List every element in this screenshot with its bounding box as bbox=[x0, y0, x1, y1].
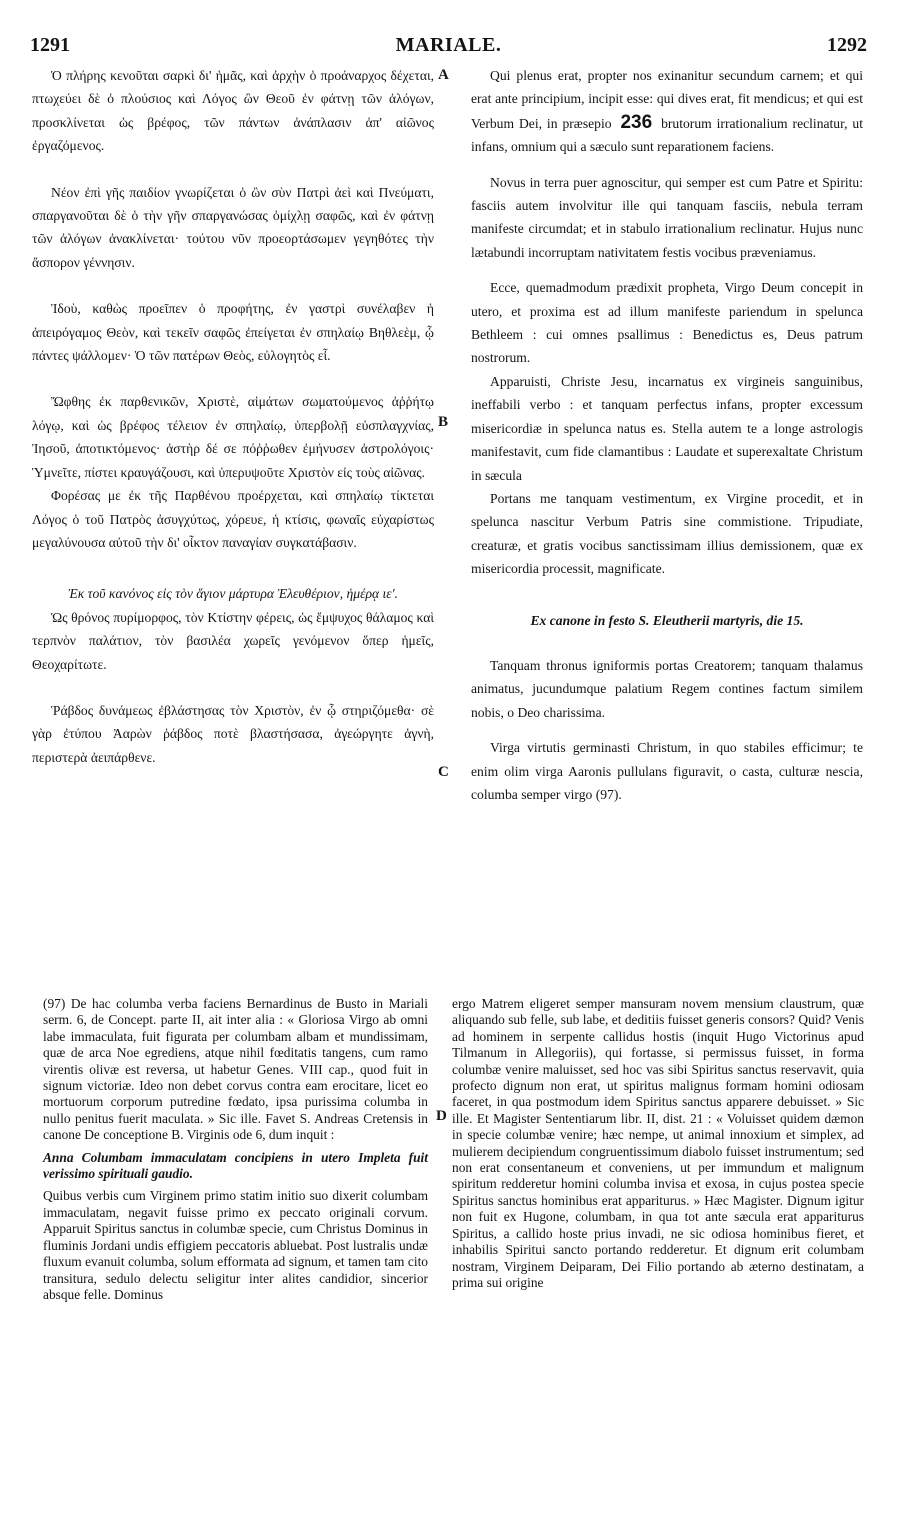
running-title: MARIALE. bbox=[395, 34, 502, 56]
footnote-paragraph: (97) De hac columba verba faciens Bernardinus de Busto in Mariali serm. 6, de Concept. parte II, ait inter alia : « Gloriosa Virgo ab omni labe immaculata, fuit figurata per columbam albam et mundissimam, quæ de arca Noe egrediens, atque nihil fœditatis tangens, cum ramo virentis olivæ est reversa, ut habetur Genes. VIII cap., quod fuit in signum victoriæ. Ideo non debet corvus contra eam erocitare, licet eo mortuorum corporum putredine fœdato, ipsa purissima columba in nullo penitus fuerit maculata. » Sic ille. Favet S. Andreas Cretensis in canone De conceptione B. Virginis ode 6, dum inquit : bbox=[43, 996, 428, 1143]
margin-letter-c: C bbox=[438, 764, 449, 780]
page-number-left: 1291 bbox=[30, 34, 70, 56]
greek-paragraph: Ὁ πλήρης κενοῦται σαρκὶ δι' ἡμᾶς, καὶ ἀρχὴν ὁ προάναρχος δέχεται, πτωχεύει δὲ ὁ πλούσιος καὶ Λόγος ὢν Θεοῦ ἐν φάτνῃ τῶν ἀλόγων, προσκλίνεται ὡς βρέφος, τῶν πάντων ἀνάπλασιν ἀπ' αἰῶνος ἐργαζόμενος. bbox=[32, 68, 434, 154]
latin-paragraph: Tanquam thronus igniformis portas Creatorem; tanquam thalamus animatus, jucundumque palatium Regem contines factum similem nobis, o Deo charissima. bbox=[471, 657, 863, 720]
greek-paragraph: Ἰδοὺ, καθὼς προεῖπεν ὁ προφήτης, ἐν γαστρὶ συνέλαβεν ἡ ἀπειρόγαμος Θεὸν, καὶ τεκεῖν σαφῶς ἐπείγεται ἐν σπηλαίῳ Βηθλεὲμ, ᾧ πάντες ψάλλομεν· Ὁ τῶν πατέρων Θεὸς, εὐλογητὸς εἶ. bbox=[32, 301, 434, 364]
footnote-paragraph: ergo Matrem eligeret semper mansuram novem mensium claustrum, quæ aliquando sub felle, sub labe, et deditiis fuisset generis consors? Quid? Venis ad hominem in serpente callidus hostis (inquit Hugo Victorinus apud Tilmanum in Allegoriis), qui fortasse, si permissus fuisset, in forma columbæ venire maluisset, sed hoc vas sibi Spiritus sanctus reservavit, quia profecto dignum non erat, ut spiritus malignus formam homini odiosam faceret, in qua postmodum idem Spiritus sanctus apparere debuisset. » Sic ille. Et Magister Sententiarum libr. II, dist. 21 : « Voluisset quidem dæmon in specie columbæ venire; hæc nempe, ut animal innoxium et simplex, ad mulierem decipiendum congruentissimum diabolo fuisset instrumentum; sed non erat consentaneum et conveniens, ut per immundum et malignum spiritum redderetur homini columba invisa et exosa, in cujus postea specie Spiritus sanctus hominibus erat appariturus. » Hæc Magister. Dignum igitur non fuit ex Hugone, columbam, in qua tot ante sæcula erat appariturus Spiritus, a callido hoste prius invadi, ne sic odiosa hominibus fieret, et inhabilis Spiritui sancto portando redderetur. Et dignum erit columbam nostram, Virginem Deiparam, Dei Filio portando ab æterno destinatam, a prima sui origine bbox=[452, 996, 864, 1290]
greek-column bbox=[32, 64, 434, 769]
greek-paragraph: Φορέσας με ἐκ τῆς Παρθένου προέρχεται, καὶ σπηλαίῳ τίκτεται Λόγος ὁ τοῦ Πατρὸς ἀσυγχύτως, χόρευε, ἡ κτίσις, φωναῖς εὐχαρίστως μεγαλύνουσα αὐτοῦ τὴν δι' οἶκτον παναγίαν συγκατάβασιν. bbox=[32, 488, 434, 550]
greek-paragraph: Ὤφθης ἐκ παρθενικῶν, Χριστὲ, αἱμάτων σωματούμενος ἀῤῥήτῳ λόγῳ, καὶ ὡς βρέφος τέλειον ἐν σπηλαίῳ, ὑπερβολῇ εὐσπλαγχνίας, Ἰησοῦ, ἀποτικτόμενος· ἀστὴρ δέ σε πόῤῥωθεν ἐμήνυσεν ἀστρολόγοις· Ὑμνεῖτε, πίστει κραυγάζουσι, καὶ ὑπερυψοῦτε Χριστὸν εἰς τοὺς αἰῶνας. bbox=[32, 394, 434, 480]
latin-paragraph: Portans me tanquam vestimentum, ex Virgine procedit, et in spelunca nascitur Verbum Patris sine commistione. Tripudiate, creaturæ, et gratis vocibus sanctissimam illius demissionem, quæ ex misericordia processit, magnificate. bbox=[471, 490, 863, 577]
greek-paragraph: Νέον ἐπὶ γῆς παιδίον γνωρίζεται ὁ ὢν σὺν Πατρὶ ἀεὶ καὶ Πνεύματι, σπαργανοῦται δὲ ὁ τὴν γῆν σπαργανώσας ὁμίχλῃ σαφῶς, καὶ ἐν φάτνῃ τῶν ἀλόγων ἀνακλίνεται· τούτου νῦν προεορτάσωμεν γεγηθότες τὴν ἄσπορον γέννησιν. bbox=[32, 184, 434, 270]
footnote-right bbox=[452, 996, 864, 1291]
latin-text: brutorum irrationalium reclinatur, ut infans, omnium qui a sæculo sunt reparationem faciens. bbox=[471, 115, 863, 155]
margin-letter-a: A bbox=[438, 67, 449, 83]
latin-paragraph bbox=[471, 64, 863, 159]
page-header bbox=[30, 34, 867, 60]
latin-column bbox=[471, 64, 863, 806]
latin-text: Qui plenus erat, propter nos exinanitur secundum carnem; et qui erat ante principium, incipit esse: qui dives erat, fit mendicus; et qui est Verbum Dei, in præsepio bbox=[471, 68, 863, 131]
latin-section-title: Ex canone in festo S. Eleutherii martyris, die 15. bbox=[530, 612, 804, 628]
column-marker: 236 bbox=[620, 111, 653, 133]
latin-paragraph: Novus in terra puer agnoscitur, qui semper est cum Patre et Spiritu: fasciis autem involvitur ille qui tanquam fasciis, nebula terram manifeste circumdat; et in stabulo irrationalium reclinatur. Hujus nunc lætabundi incorruptam nativitatem festis vocibus præveniamus. bbox=[471, 174, 863, 260]
greek-paragraph: Ῥάβδος δυνάμεως ἐβλάστησας τὸν Χριστὸν, ἐν ᾧ στηριζόμεθα· σὲ γὰρ ἐτύπου Ἀαρὼν ῥάβδος ποτὲ βλαστήσασα, ἀγεώργητε ἁγνὴ, περιστερὰ ἀειπάρθενε. bbox=[32, 702, 434, 765]
greek-section-title: Ἐκ τοῦ κανόνος εἰς τὸν ἅγιον μάρτυρα Ἐλευθέριον, ἡμέρᾳ ιε'. bbox=[68, 586, 398, 602]
margin-letter-b: B bbox=[438, 414, 449, 430]
latin-paragraph: Ecce, quemadmodum prædixit propheta, Virgo Deum concepit in utero, et proxima est ad illum manifeste pariendum in spelunca Bethleem : cui omnes psallimus : Benedictus es, Deus patrum nostrorum. bbox=[471, 280, 863, 366]
footnote-quote: Anna Columbam immaculatam concipiens in utero Impleta fuit verissimo spirituali gaudio. bbox=[43, 1149, 428, 1182]
latin-paragraph: Apparuisti, Christe Jesu, incarnatus ex virgineis sanguinibus, ineffabili verbo : et tanquam perfectus infans, propter excessum misericordiæ in spelunca natus es. Stella autem te a longe astrologis manifestavit, cum fide clamantibus : Laudate et superexaltate Christum in sæcula bbox=[471, 373, 863, 483]
page-number-right: 1292 bbox=[827, 34, 867, 56]
latin-paragraph: Virga virtutis germinasti Christum, in quo stabiles efficimur; te enim olim virga Aaronis pullulans figuravit, o casta, culturæ nescia, columba semper virgo (97). bbox=[471, 740, 863, 802]
greek-paragraph: Ὡς θρόνος πυρίμορφος, τὸν Κτίστην φέρεις, ὡς ἔμψυχος θάλαμος καὶ τερπνὸν παλάτιον, τὸν βασιλέα χωρεῖς γενόμενον ὅπερ ἡμεῖς, Θεοχαρίτωτε. bbox=[32, 609, 434, 672]
footnote-paragraph: Quibus verbis cum Virginem primo statim initio suo dixerit columbam immaculatam, negavit fuisse primo ex peccato originali corvum. Apparuit Spiritus sanctus in columbæ specie, cum Christus Dominus in fluminis Jordani undis effigiem peccatoris abluebat. Post lustralis undæ fluxum evanuit columba, solum efformata ad signum, et tamen tam cito transitura, sedulo delectu seligitur inter alites candidior, sincerior absque felle. Dominus bbox=[43, 1188, 428, 1302]
footnote-left bbox=[43, 996, 428, 1303]
margin-letter-d: D bbox=[436, 1108, 447, 1124]
